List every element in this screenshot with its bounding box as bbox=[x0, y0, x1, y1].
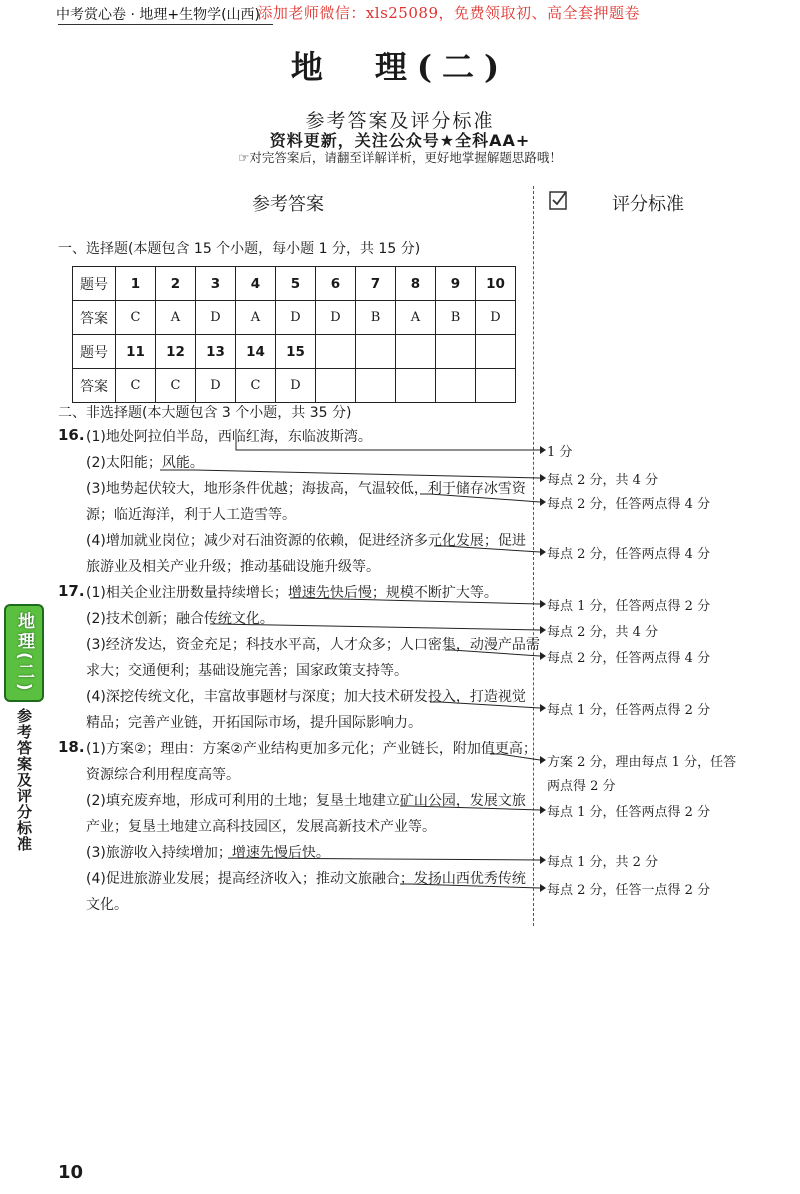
answer-table-cell bbox=[396, 369, 436, 403]
score-17-4: 每点 1 分，任答两点得 2 分 bbox=[547, 703, 711, 718]
answer-table-cell: 4 bbox=[236, 267, 276, 301]
answer-table-cell: 5 bbox=[276, 267, 316, 301]
q16-line-1: (1)地处阿拉伯半岛，西临红海，东临波斯湾。 bbox=[86, 429, 372, 445]
section2-title: 二、非选择题(本大题包含 3 个小题，共 35 分) bbox=[58, 405, 352, 421]
q18-line-1: (1)方案②；理由：方案②产业结构更加多元化；产业链长，附加值更高； bbox=[86, 741, 537, 757]
column-divider bbox=[533, 186, 534, 926]
answer-table-cell: 12 bbox=[156, 335, 196, 369]
score-18-1: 方案 2 分，理由每点 1 分，任答 bbox=[547, 755, 737, 770]
answers-column-heading: 参考答案 bbox=[252, 194, 324, 215]
q16-line-3: (3)地势起伏较大，地形条件优越；海拔高，气温较低，利于储存冰雪资 bbox=[86, 481, 526, 497]
answer-table-cell bbox=[436, 369, 476, 403]
answer-table-cell: D bbox=[196, 369, 236, 403]
tip-line: ☞对完答案后，请翻至详解详析，更好地掌握解题思路哦！ bbox=[238, 150, 562, 165]
page-title: 地 理(二) bbox=[290, 48, 510, 86]
answer-table-cell: A bbox=[156, 301, 196, 335]
q18-line-6: (4)促进旅游业发展；提高经济收入；推动文旅融合；发扬山西优秀传统 bbox=[86, 871, 526, 887]
answer-table-cell: A bbox=[396, 301, 436, 335]
side-label: 参考答案及评分标准 bbox=[15, 708, 33, 852]
q16-line-2: (2)太阳能；风能。 bbox=[86, 455, 204, 471]
q18-line-2: 资源综合利用程度高等。 bbox=[86, 767, 240, 783]
answer-table-cell: D bbox=[276, 369, 316, 403]
answer-table-cell bbox=[436, 335, 476, 369]
scoring-column-heading: 评分标准 bbox=[612, 194, 684, 215]
answer-table-row bbox=[73, 335, 516, 369]
score-18-1-cont: 两点得 2 分 bbox=[547, 779, 616, 794]
score-17-3: 每点 2 分，任答两点得 4 分 bbox=[547, 651, 711, 666]
q18-line-7: 文化。 bbox=[86, 897, 128, 913]
q17-line-2: (2)技术创新；融合传统文化。 bbox=[86, 611, 274, 627]
answer-table-cell: D bbox=[316, 301, 356, 335]
answer-table-cell: D bbox=[196, 301, 236, 335]
answer-table-row bbox=[73, 267, 516, 301]
answer-table-cell: 13 bbox=[196, 335, 236, 369]
score-16-2: 每点 2 分，共 4 分 bbox=[547, 473, 659, 488]
checklist-icon bbox=[548, 189, 570, 211]
q18-line-4: 产业；复垦土地建立高科技园区，发展高新技术产业等。 bbox=[86, 819, 436, 835]
answer-table-cell: 6 bbox=[316, 267, 356, 301]
answer-table-cell: C bbox=[236, 369, 276, 403]
q18-line-3: (2)填充废弃地，形成可利用的土地；复垦土地建立矿山公园，发展文旅 bbox=[86, 793, 526, 809]
answer-table-cell: 11 bbox=[116, 335, 156, 369]
q16-line-6: 旅游业及相关产业升级；推动基础设施升级等。 bbox=[86, 559, 380, 575]
answer-table-cell: 10 bbox=[476, 267, 516, 301]
q17-line-1: (1)相关企业注册数量持续增长；增速先快后慢；规模不断扩大等。 bbox=[86, 585, 498, 601]
answer-table-cell: B bbox=[356, 301, 396, 335]
promo-banner: 资料更新，关注公众号★全科AA+ bbox=[269, 131, 531, 150]
answer-table-cell: D bbox=[476, 301, 516, 335]
answer-table-cell: 1 bbox=[116, 267, 156, 301]
section1-title: 一、选择题(本题包含 15 个小题，每小题 1 分，共 15 分) bbox=[58, 241, 421, 257]
subject-side-tab: 地理(二) bbox=[4, 604, 44, 702]
q17-line-6: 精品；完善产业链，开拓国际市场，提升国际影响力。 bbox=[86, 715, 422, 731]
series-header: 中考赏心卷 · 地理+生物学(山西) bbox=[56, 7, 261, 23]
question-17-number: 17. bbox=[58, 582, 85, 600]
q18-line-5: (3)旅游收入持续增加；增速先慢后快。 bbox=[86, 845, 330, 861]
answer-table-cell: 2 bbox=[156, 267, 196, 301]
answer-table-cell bbox=[476, 335, 516, 369]
q16-line-5: (4)增加就业岗位；减少对石油资源的依赖，促进经济多元化发展；促进 bbox=[86, 533, 526, 549]
answer-table-cell: 8 bbox=[396, 267, 436, 301]
score-16-1: 1 分 bbox=[547, 445, 573, 460]
answer-table-cell: A bbox=[236, 301, 276, 335]
score-17-1: 每点 1 分，任答两点得 2 分 bbox=[547, 599, 711, 614]
answer-table-cell bbox=[316, 335, 356, 369]
answer-table-cell: 15 bbox=[276, 335, 316, 369]
score-18-2: 每点 1 分，任答两点得 2 分 bbox=[547, 805, 711, 820]
answer-table-cell bbox=[316, 369, 356, 403]
answer-table-cell: 7 bbox=[356, 267, 396, 301]
answer-table-row bbox=[73, 369, 516, 403]
page-number: 10 bbox=[58, 1162, 84, 1183]
watermark-text: 添加老师微信：xls25089，免费领取初、高全套押题卷 bbox=[257, 4, 640, 22]
score-18-3: 每点 1 分，共 2 分 bbox=[547, 855, 659, 870]
q17-line-3: (3)经济发达，资金充足；科技水平高，人才众多；人口密集，动漫产品需 bbox=[86, 637, 540, 653]
answer-table bbox=[72, 266, 516, 403]
question-16-number: 16. bbox=[58, 426, 85, 444]
q16-line-4: 源；临近海洋，利于人工造雪等。 bbox=[86, 507, 296, 523]
answer-table-cell: C bbox=[156, 369, 196, 403]
answer-table-cell: C bbox=[116, 369, 156, 403]
answer-table-cell bbox=[356, 335, 396, 369]
answer-table-cell bbox=[476, 369, 516, 403]
answer-table-row bbox=[73, 301, 516, 335]
q17-line-4: 求大；交通便利；基础设施完善；国家政策支持等。 bbox=[86, 663, 408, 679]
row-header-cell: 题号 bbox=[73, 335, 116, 369]
answer-table-cell: 14 bbox=[236, 335, 276, 369]
answer-table-cell bbox=[356, 369, 396, 403]
answer-table-cell: B bbox=[436, 301, 476, 335]
answer-table-cell bbox=[396, 335, 436, 369]
answer-table-cell: C bbox=[116, 301, 156, 335]
score-17-2: 每点 2 分，共 4 分 bbox=[547, 625, 659, 640]
row-header-cell: 答案 bbox=[73, 369, 116, 403]
q17-line-5: (4)深挖传统文化，丰富故事题材与深度；加大技术研发投入，打造视觉 bbox=[86, 689, 526, 705]
answer-table-cell: D bbox=[276, 301, 316, 335]
score-18-4: 每点 2 分，任答一点得 2 分 bbox=[547, 883, 711, 898]
score-16-4: 每点 2 分，任答两点得 4 分 bbox=[547, 547, 711, 562]
row-header-cell: 题号 bbox=[73, 267, 116, 301]
answer-table-cell: 9 bbox=[436, 267, 476, 301]
question-18-number: 18. bbox=[58, 738, 85, 756]
page-subtitle: 参考答案及评分标准 bbox=[305, 110, 495, 132]
header-rule bbox=[58, 24, 273, 25]
score-16-3: 每点 2 分，任答两点得 4 分 bbox=[547, 497, 711, 512]
row-header-cell: 答案 bbox=[73, 301, 116, 335]
answer-table-cell: 3 bbox=[196, 267, 236, 301]
